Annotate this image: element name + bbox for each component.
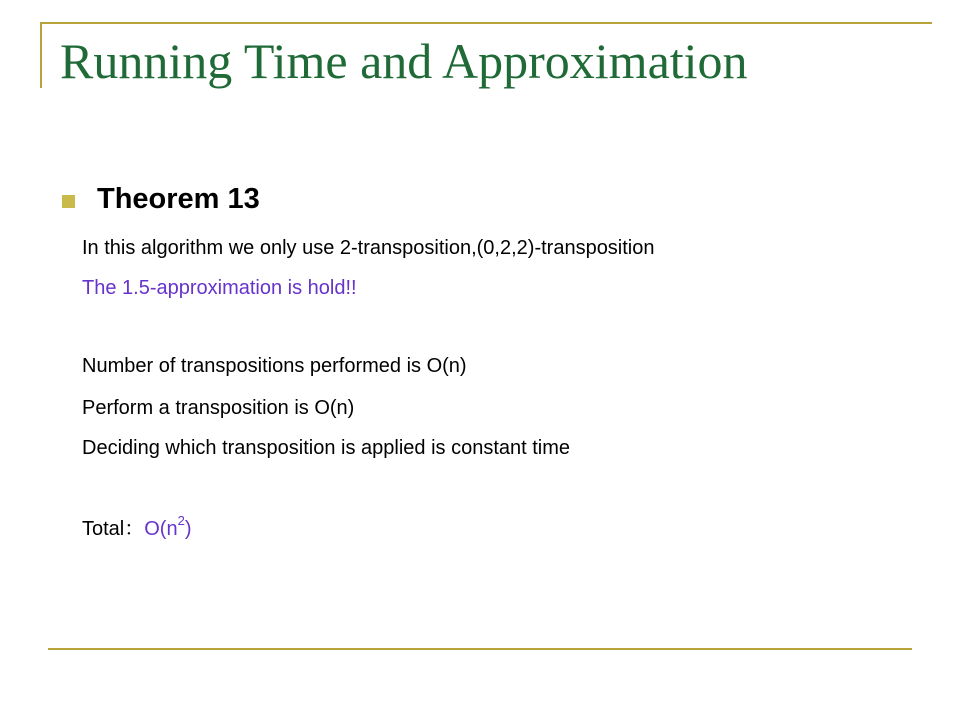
left-rule	[40, 22, 42, 88]
approximation-line: The 1.5-approximation is hold!!	[82, 277, 357, 299]
transposition-cost-line: Perform a transposition is O(n)	[82, 397, 355, 419]
total-label: Total：	[82, 518, 145, 540]
top-rule	[40, 22, 932, 24]
square-bullet-icon	[62, 195, 75, 208]
total-value-exponent: 2	[177, 513, 185, 529]
deciding-line: Deciding which transposition is applied is constant time	[82, 437, 571, 459]
total-value	[144, 513, 192, 540]
total-value-close: )	[184, 518, 192, 540]
transposition-count-line: Number of transpositions performed is O(n)	[82, 355, 467, 377]
bottom-rule	[48, 648, 912, 650]
total-value-base: O(n	[144, 518, 178, 540]
slide-title: Running Time and Approximation	[60, 33, 748, 89]
algorithm-line: In this algorithm we only use 2-transposition,(0,2,2)-transposition	[82, 237, 655, 259]
total-line	[82, 513, 192, 541]
theorem-heading: Theorem 13	[97, 183, 260, 215]
